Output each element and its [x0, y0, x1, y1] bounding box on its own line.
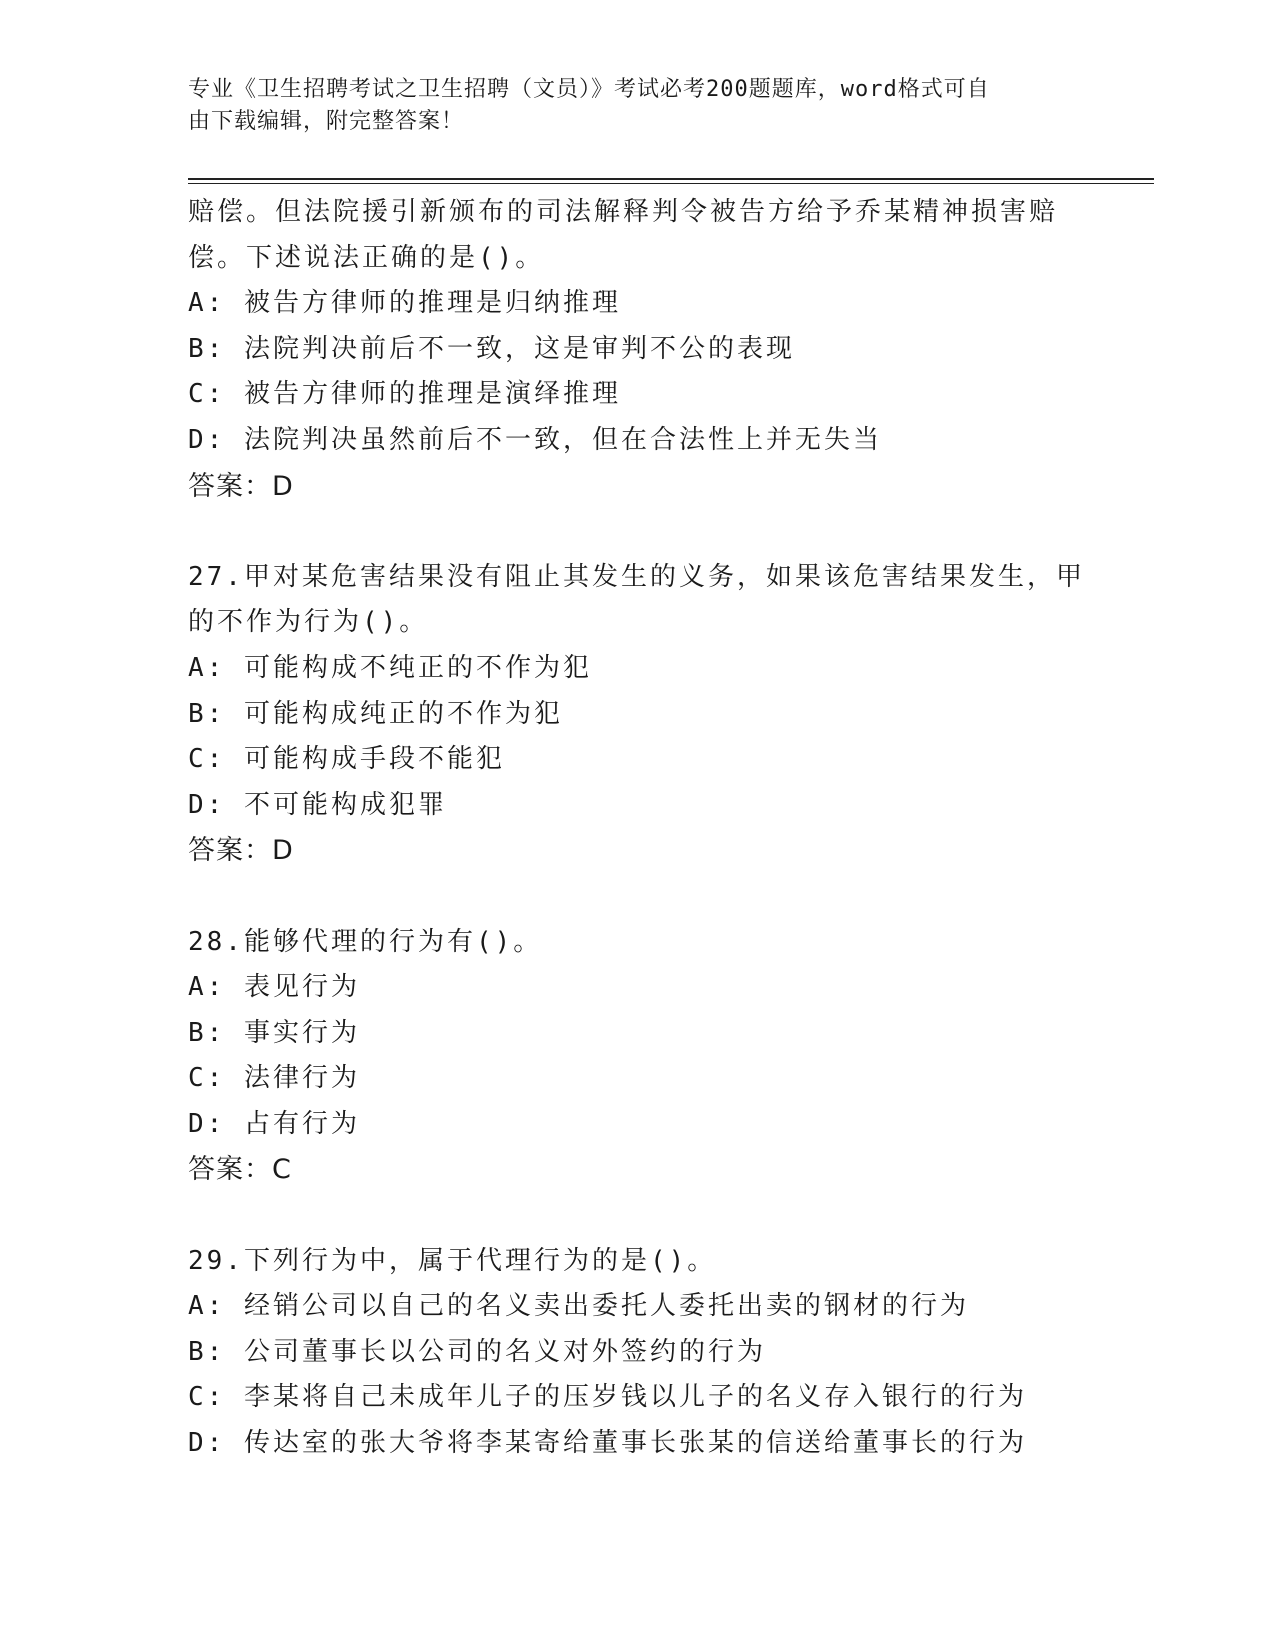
answer-text: 答案：D: [188, 835, 294, 867]
question-stem: 29.下列行为中，属于代理行为的是()。: [188, 1245, 717, 1276]
option-b: B: 事实行为: [188, 1017, 360, 1048]
spacer: [188, 509, 1088, 555]
option-d: D: 法院判决虽然前后不一致，但在合法性上并无失当: [188, 424, 882, 455]
answer-text: 答案：C: [188, 1154, 292, 1186]
option-c: C: 李某将自己未成年儿子的压岁钱以儿子的名义存入银行的行为: [188, 1382, 1027, 1413]
question-stem: 偿。下述说法正确的是()。: [188, 242, 545, 273]
header-divider-thick: [188, 178, 1154, 180]
option-b: B: 公司董事长以公司的名义对外签约的行为: [188, 1336, 766, 1367]
header-divider-thin: [188, 183, 1154, 184]
option-c: C: 可能构成手段不能犯: [188, 744, 505, 775]
spacer: [188, 874, 1088, 920]
option-c: C: 被告方律师的推理是演绎推理: [188, 379, 621, 410]
spacer: [188, 1193, 1088, 1239]
question-list: [188, 190, 1088, 1467]
header-title-line-1: 专业《卫生招聘考试之卫生招聘（文员）》考试必考200题题库，word格式可自: [188, 77, 990, 102]
option-a: A: 经销公司以自己的名义卖出委托人委托出卖的钢材的行为: [188, 1291, 969, 1322]
document-header: [188, 74, 1068, 138]
option-a: A: 被告方律师的推理是归纳推理: [188, 288, 621, 319]
question-stem: 的不作为行为()。: [188, 607, 429, 638]
option-c: C: 法律行为: [188, 1063, 360, 1094]
option-d: D: 不可能构成犯罪: [188, 789, 447, 820]
question-28: [188, 920, 1088, 1194]
question-stem: 27.甲对某危害结果没有阻止其发生的义务，如果该危害结果发生，甲: [188, 561, 1085, 592]
answer-text: 答案：D: [188, 470, 294, 502]
option-d: D: 传达室的张大爷将李某寄给董事长张某的信送给董事长的行为: [188, 1428, 1027, 1459]
question-stem: 赔偿。但法院援引新颁布的司法解释判令被告方给予乔某精神损害赔: [188, 197, 1059, 227]
header-title-line-2: 由下载编辑，附完整答案！: [188, 109, 465, 134]
option-b: B: 可能构成纯正的不作为犯: [188, 698, 563, 729]
question-stem: 28.能够代理的行为有()。: [188, 926, 543, 957]
option-d: D: 占有行为: [188, 1108, 360, 1139]
question-27: [188, 555, 1088, 874]
option-b: B: 法院判决前后不一致，这是审判不公的表现: [188, 333, 795, 364]
option-a: A: 可能构成不纯正的不作为犯: [188, 652, 592, 683]
question-29: [188, 1239, 1088, 1467]
option-a: A: 表见行为: [188, 972, 360, 1003]
question-continuation: [188, 190, 1088, 509]
